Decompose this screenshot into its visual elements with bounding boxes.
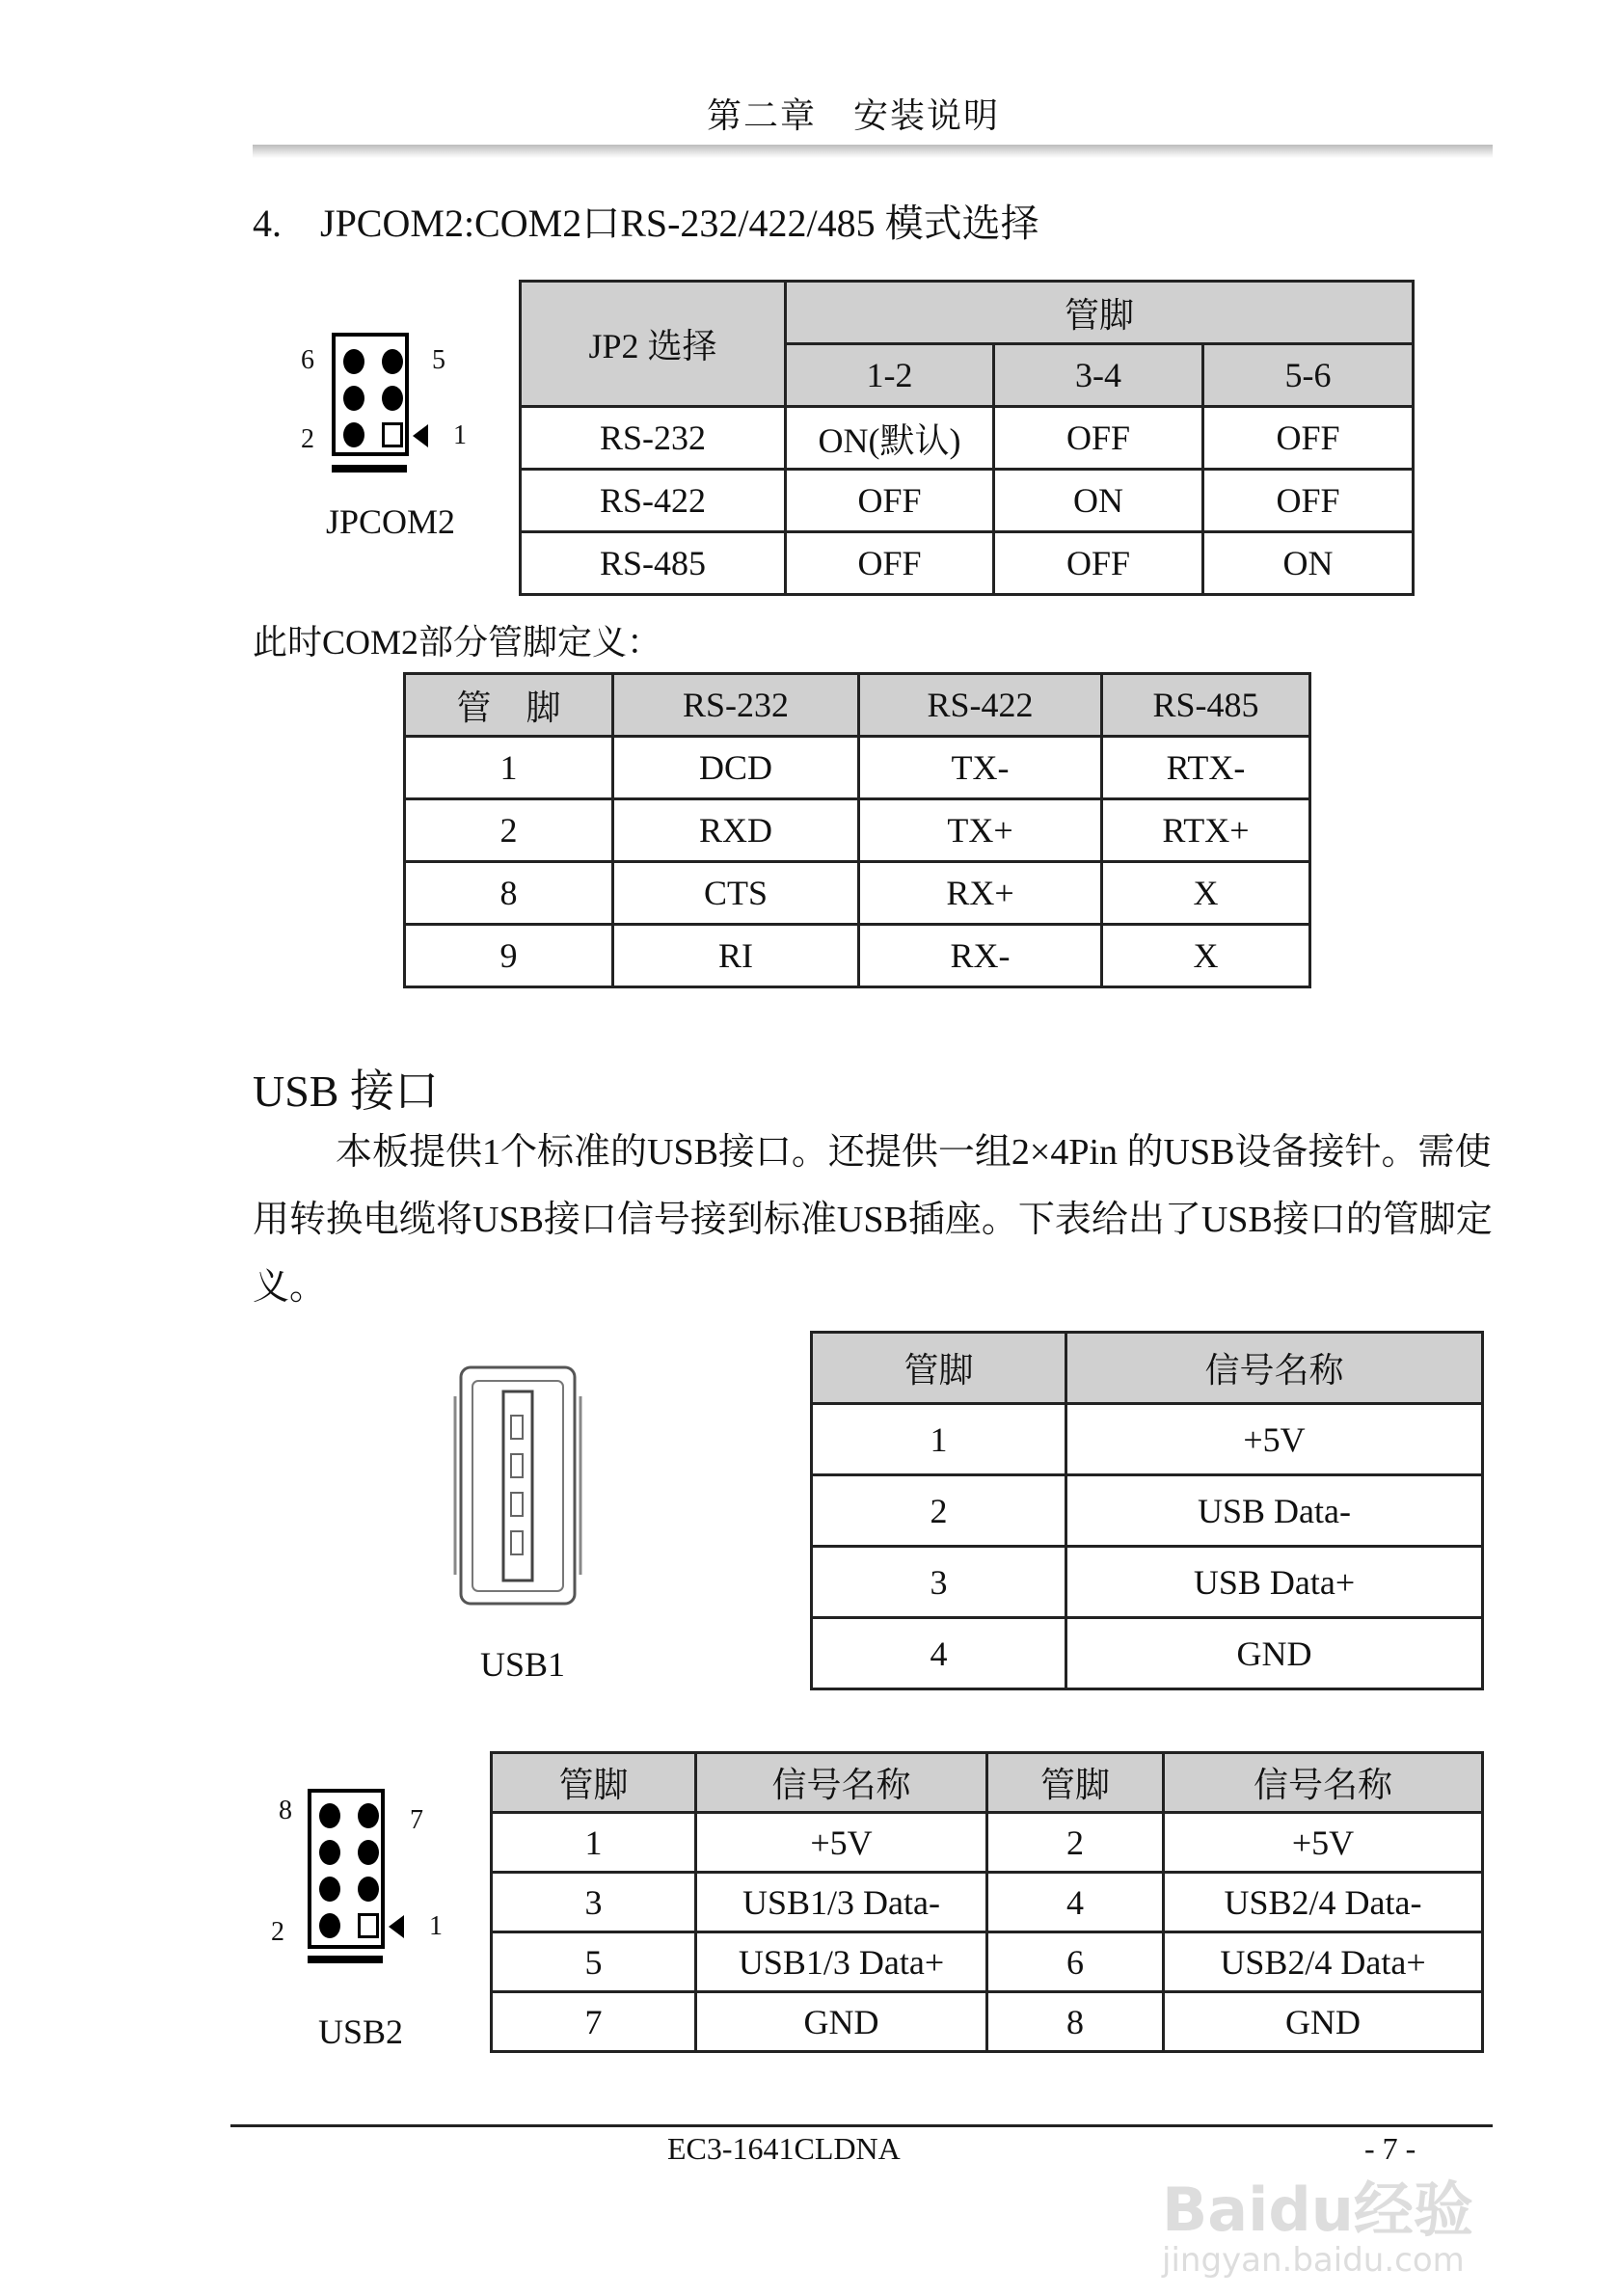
pin-label: 2	[301, 424, 314, 454]
table-row	[812, 1404, 1483, 1475]
table-cell: OFF	[994, 532, 1203, 595]
table-cell: 4	[987, 1873, 1164, 1932]
usb-section-title: USB 接口	[253, 1067, 439, 1116]
pin1-arrow-icon	[413, 424, 428, 447]
chapter-header: 第二章 安装说明	[706, 96, 1000, 135]
watermark-brand: Baidu经验	[1162, 2174, 1473, 2245]
table-cell: RXD	[613, 799, 859, 862]
table-cell: OFF	[1203, 407, 1414, 470]
table-cell: RX+	[859, 862, 1102, 925]
usb-paragraph: 本板提供1个标准的USB接口。还提供一组2×4Pin 的USB设备接针。需使用转换电缆将USB接口信号接到标准USB插座。下表给出了USB接口的管脚定义。	[253, 1132, 1493, 1308]
table-cell: USB1/3 Data+	[696, 1932, 987, 1992]
table-cell: ON(默认)	[786, 407, 994, 470]
pin-icon	[358, 1803, 379, 1828]
table-row	[492, 1813, 1483, 1873]
pin-icon	[343, 386, 364, 411]
table-cell: CTS	[613, 862, 859, 925]
table-cell: 8	[987, 1992, 1164, 2052]
table-row	[492, 1992, 1483, 2052]
com2-pin-table	[403, 672, 1311, 988]
table-cell: GND	[1066, 1618, 1483, 1689]
table-cell: DCD	[613, 737, 859, 799]
table-cell: USB1/3 Data-	[696, 1873, 987, 1932]
table-cell: +5V	[1164, 1813, 1483, 1873]
pin1-square-icon	[382, 422, 403, 447]
table-row	[405, 799, 1310, 862]
table-row	[492, 1873, 1483, 1932]
column-header: 管脚	[812, 1333, 1066, 1404]
com2-caption: 此时COM2部分管脚定义：	[253, 623, 662, 662]
table-cell: RX-	[859, 925, 1102, 987]
section-title: 4. JPCOM2:COM2口RS-232/422/485 模式选择	[253, 202, 1039, 245]
jpcom2-label: JPCOM2	[326, 502, 456, 541]
table-cell: 8	[405, 862, 613, 925]
pin-label: 2	[271, 1917, 284, 1947]
column-header: 信号名称	[696, 1753, 987, 1813]
table-row	[405, 862, 1310, 925]
table-cell: TX-	[859, 737, 1102, 799]
table-row	[521, 470, 1414, 532]
pin-label: 6	[301, 345, 314, 375]
table-cell: RS-422	[521, 470, 786, 532]
column-header: RS-485	[1102, 674, 1310, 737]
table-cell: 9	[405, 925, 613, 987]
column-header: 信号名称	[1066, 1333, 1483, 1404]
table-cell: OFF	[786, 532, 994, 595]
pin-pair-header: 5-6	[1203, 344, 1414, 407]
pin-label: 5	[432, 345, 445, 375]
pin-icon	[343, 422, 364, 447]
table-cell: X	[1102, 925, 1310, 987]
table-cell: 7	[492, 1992, 696, 2052]
table-row	[521, 532, 1414, 595]
footer-divider	[230, 2124, 1493, 2127]
pin-icon	[319, 1877, 340, 1902]
connector-bar	[308, 1956, 383, 1963]
table-row	[492, 1932, 1483, 1992]
table-row	[812, 1475, 1483, 1547]
jpcom2-diagram	[289, 328, 482, 482]
column-header: 信号名称	[1164, 1753, 1483, 1813]
table-cell: OFF	[994, 407, 1203, 470]
usb-a-connector-icon	[453, 1358, 583, 1613]
usb2-pin-table	[490, 1751, 1484, 2053]
jp2-mode-table	[519, 280, 1415, 596]
column-header: RS-232	[613, 674, 859, 737]
table-row	[521, 407, 1414, 470]
table-cell: GND	[1164, 1992, 1483, 2052]
table-cell: 3	[812, 1547, 1066, 1618]
table-cell: X	[1102, 862, 1310, 925]
usb2-label: USB2	[318, 2012, 404, 2051]
page-number: - 7 -	[1364, 2131, 1416, 2166]
column-header: 管 脚	[405, 674, 613, 737]
table-cell: GND	[696, 1992, 987, 2052]
table-cell: +5V	[1066, 1404, 1483, 1475]
table-cell: OFF	[786, 470, 994, 532]
table-cell: 6	[987, 1932, 1164, 1992]
connector-bar	[332, 465, 407, 473]
pin-icon	[358, 1840, 379, 1865]
table-cell: RI	[613, 925, 859, 987]
table-cell: +5V	[696, 1813, 987, 1873]
pin-icon	[319, 1913, 340, 1938]
usb1-label: USB1	[480, 1645, 566, 1684]
pin-label: 1	[429, 1911, 443, 1941]
table-cell: 2	[987, 1813, 1164, 1873]
header-divider	[253, 145, 1493, 158]
pin-label: 7	[410, 1805, 423, 1835]
table-cell: 1	[405, 737, 613, 799]
pin-label: 8	[279, 1796, 292, 1825]
table-cell: OFF	[1203, 470, 1414, 532]
usb1-pin-table	[810, 1331, 1484, 1690]
pin-label: 1	[453, 420, 467, 450]
pin1-square-icon	[358, 1913, 379, 1938]
table-row	[812, 1547, 1483, 1618]
table-cell: 1	[492, 1813, 696, 1873]
table-cell: 5	[492, 1932, 696, 1992]
pin-pair-header: 3-4	[994, 344, 1203, 407]
column-header: RS-422	[859, 674, 1102, 737]
pin-pair-header: 1-2	[786, 344, 994, 407]
table-cell: RTX-	[1102, 737, 1310, 799]
column-header: 管脚	[987, 1753, 1164, 1813]
pin-icon	[319, 1840, 340, 1865]
table-cell: ON	[994, 470, 1203, 532]
table-cell: USB2/4 Data-	[1164, 1873, 1483, 1932]
table-cell: 3	[492, 1873, 696, 1932]
table-cell: 4	[812, 1618, 1066, 1689]
column-header: 管脚	[492, 1753, 696, 1813]
table-cell: 1	[812, 1404, 1066, 1475]
table-cell: 2	[405, 799, 613, 862]
table-row	[405, 737, 1310, 799]
pin-icon	[358, 1877, 379, 1902]
table-cell: TX+	[859, 799, 1102, 862]
table-cell: 2	[812, 1475, 1066, 1547]
table-row	[812, 1618, 1483, 1689]
table-cell: USB Data+	[1066, 1547, 1483, 1618]
pin-icon	[343, 349, 364, 374]
table-cell: USB2/4 Data+	[1164, 1932, 1483, 1992]
table-cell: RTX+	[1102, 799, 1310, 862]
table-cell: RS-485	[521, 532, 786, 595]
pin1-arrow-icon	[389, 1915, 404, 1938]
baidu-watermark	[1162, 2174, 1473, 2281]
watermark-url: jingyan.baidu.com	[1162, 2241, 1465, 2281]
usb2-diagram	[265, 1784, 458, 1977]
pin-icon	[382, 386, 403, 411]
table-cell: ON	[1203, 532, 1414, 595]
pins-group-header: 管脚	[786, 282, 1414, 344]
pin-icon	[319, 1803, 340, 1828]
footer-model: EC3-1641CLDNA	[667, 2131, 901, 2166]
table-row	[405, 925, 1310, 987]
pin-icon	[382, 349, 403, 374]
jp2-select-header: JP2 选择	[521, 282, 786, 407]
table-cell: RS-232	[521, 407, 786, 470]
table-cell: USB Data-	[1066, 1475, 1483, 1547]
